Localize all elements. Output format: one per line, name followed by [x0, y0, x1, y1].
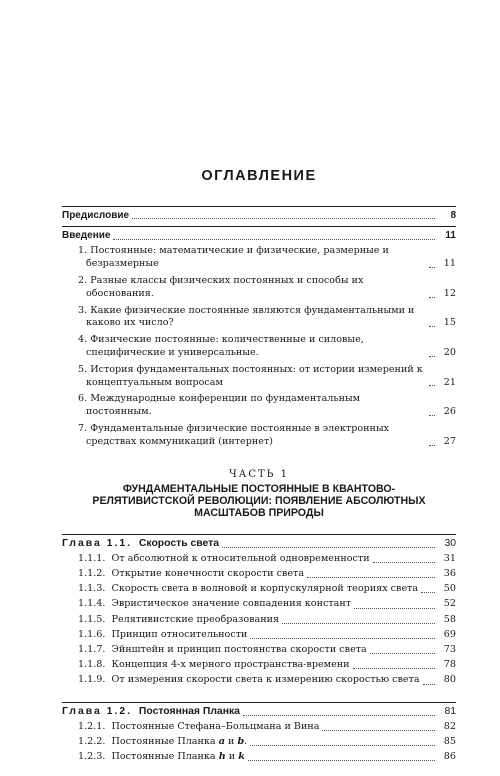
- page-number: 73: [443, 643, 456, 655]
- section-title: Постоянные Планка: [111, 735, 216, 747]
- section-title: Постоянные Планка: [111, 750, 216, 762]
- chapter-1-1: [62, 534, 456, 688]
- dot-leader: [429, 267, 435, 268]
- divider: [62, 702, 456, 703]
- page-number: 78: [443, 659, 456, 671]
- chapter-label: Глава 1.2.: [62, 705, 132, 717]
- dot-leader: [307, 577, 435, 578]
- section-number: 1.2.3.: [78, 750, 106, 762]
- page-number: 36: [443, 567, 456, 579]
- section-title: Концепция 4-х мерного пространства-времени: [111, 659, 350, 671]
- page-number: 69: [443, 628, 456, 640]
- page-number: 11: [443, 258, 456, 270]
- dot-leader: [429, 445, 435, 446]
- dot-leader: [222, 547, 435, 548]
- conjunction: и: [227, 735, 235, 747]
- part-heading: [62, 469, 456, 520]
- section-number: 1.1.2.: [78, 567, 106, 579]
- symbol-b: b: [237, 735, 245, 747]
- page-number: 15: [443, 317, 456, 329]
- toc-entry-section[interactable]: [62, 581, 456, 596]
- section-number: 1.2.2.: [78, 735, 106, 747]
- toc-entry-chapter[interactable]: [62, 704, 456, 719]
- dot-leader: [354, 608, 435, 609]
- page-number: 20: [443, 346, 456, 358]
- dot-leader: [421, 592, 435, 593]
- page-number: 11: [445, 229, 456, 241]
- section-title: Эйнштейн и принцип постоянства скорости света: [111, 643, 367, 655]
- section-number: 1.1.4.: [78, 598, 106, 610]
- table-of-contents: [62, 168, 456, 764]
- symbol-h: h: [218, 750, 226, 762]
- toc-entry-section[interactable]: [62, 566, 456, 581]
- page-number: 80: [443, 674, 456, 686]
- dot-leader: [132, 218, 435, 219]
- dot-leader: [113, 239, 435, 240]
- dot-leader: [353, 668, 435, 669]
- section-title: Релятивистские преобразования: [111, 613, 280, 625]
- conjunction: и: [228, 750, 236, 762]
- section-number: 1.2.1.: [78, 720, 106, 732]
- page-number: 8: [450, 209, 456, 221]
- toc-entry-intro[interactable]: [62, 230, 456, 243]
- toc-entry-section[interactable]: [62, 749, 456, 764]
- toc-entry[interactable]: [62, 364, 456, 390]
- page-number: 50: [443, 583, 456, 595]
- toc-title: ОГЛАВЛЕНИЕ: [201, 168, 317, 184]
- dot-leader: [429, 297, 435, 298]
- entry-label: 1. Постоянные: математические и физические, размерные и безразмерные: [78, 245, 389, 270]
- section-title: Принцип относительности: [111, 628, 248, 640]
- section-number: 1.1.7.: [78, 643, 106, 655]
- page-number: 52: [443, 598, 456, 610]
- toc-entry[interactable]: [62, 245, 456, 271]
- part-title: ФУНДАМЕНТАЛЬНЫЕ ПОСТОЯННЫЕ В КВАНТОВО-РЕЛЯТИВИСТСКОЙ РЕВОЛЮЦИИ: ПОЯВЛЕНИЕ АБСОЛЮТНЫХ МАСШТАБОВ ПРИРОДЫ: [92, 482, 426, 520]
- page-number: 86: [443, 750, 456, 762]
- trailing-text: .: [244, 735, 248, 747]
- symbol-a: a: [218, 735, 225, 747]
- dot-leader: [250, 745, 435, 746]
- entry-label: 5. История фундаментальных постоянных: от истории измерений к концептуальным вопросам: [78, 363, 423, 388]
- entry-label: 2. Разные классы физических постоянных и способы их обоснования.: [78, 274, 364, 299]
- chapter-1-2: [62, 702, 456, 765]
- dot-leader: [243, 715, 435, 716]
- chapter-title: Постоянная Планка: [138, 705, 240, 717]
- section-number: 1.1.8.: [78, 659, 106, 671]
- dot-leader: [429, 415, 435, 416]
- toc-entry[interactable]: [62, 305, 456, 331]
- part-label: ЧАСТЬ 1: [229, 468, 289, 480]
- section-number: 1.1.9.: [78, 674, 106, 686]
- section-number: 1.1.5.: [78, 613, 106, 625]
- toc-entry[interactable]: [62, 275, 456, 301]
- dot-leader: [250, 638, 435, 639]
- toc-entry-section[interactable]: [62, 551, 456, 566]
- page-number: 58: [443, 613, 456, 625]
- section-number: 1.1.1.: [78, 552, 106, 564]
- page-number: 26: [443, 406, 456, 418]
- section-number: 1.1.3.: [78, 583, 106, 595]
- page-number: 12: [443, 287, 456, 299]
- entry-label: 3. Какие физические постоянные являются фундаментальными и каково их число?: [78, 304, 415, 329]
- dot-leader: [429, 356, 435, 357]
- toc-entry-chapter[interactable]: [62, 536, 456, 551]
- page-number: 30: [444, 537, 456, 549]
- toc-entry-section[interactable]: [62, 657, 456, 672]
- chapter-title: Скорость света: [138, 537, 220, 549]
- page-number: 82: [443, 720, 456, 732]
- section-number: 1.1.6.: [78, 628, 106, 640]
- dot-leader: [423, 684, 435, 685]
- toc-entry-section[interactable]: [62, 734, 456, 749]
- dot-leader: [370, 653, 435, 654]
- toc-entry-section[interactable]: [62, 672, 456, 687]
- entry-label: 7. Фундаментальные физические постоянные в электронных средствах коммуникаций (интернет): [78, 422, 389, 447]
- toc-entry-preface[interactable]: [62, 210, 456, 223]
- toc-entry-section[interactable]: [62, 642, 456, 657]
- section-title: Постоянные Стефана–Больцмана и Вина: [111, 720, 320, 732]
- entry-label: Предисловие: [62, 209, 130, 221]
- dot-leader: [373, 562, 435, 563]
- chapter-label: Глава 1.1.: [62, 537, 132, 549]
- toc-entry[interactable]: [62, 393, 456, 419]
- entry-label: 6. Международные конференции по фундаментальным постоянным.: [78, 393, 361, 418]
- divider: [62, 534, 456, 535]
- section-title: Открытие конечности скорости света: [111, 567, 305, 579]
- page-number: 81: [444, 705, 456, 717]
- dot-leader: [282, 623, 435, 624]
- section-title: Скорость света в волновой и корпускулярной теориях света: [111, 583, 419, 595]
- entry-label: Введение: [62, 229, 111, 241]
- page-number: 21: [443, 376, 456, 388]
- toc-entry-section[interactable]: [62, 627, 456, 642]
- section-title: От абсолютной к относительной одновременности: [111, 552, 370, 564]
- toc-entry-section[interactable]: [62, 612, 456, 627]
- toc-entry[interactable]: [62, 423, 456, 449]
- entry-label: 4. Физические постоянные: количественные и силовые, специфические и универсальные.: [78, 334, 364, 358]
- page-number: 27: [443, 435, 456, 447]
- dot-leader: [322, 730, 435, 731]
- dot-leader: [429, 385, 435, 386]
- page-number: 31: [443, 552, 456, 564]
- toc-entry-section[interactable]: [62, 596, 456, 611]
- section-title: Эвристическое значение совпадения констант: [111, 598, 352, 610]
- dot-leader: [429, 326, 435, 327]
- symbol-k: k: [238, 750, 245, 762]
- toc-entry-section[interactable]: [62, 719, 456, 734]
- toc-entry[interactable]: [62, 334, 456, 360]
- page-number: 85: [443, 735, 456, 747]
- dot-leader: [248, 760, 435, 761]
- section-title: От измерения скорости света к измерению скоростью света: [111, 674, 420, 686]
